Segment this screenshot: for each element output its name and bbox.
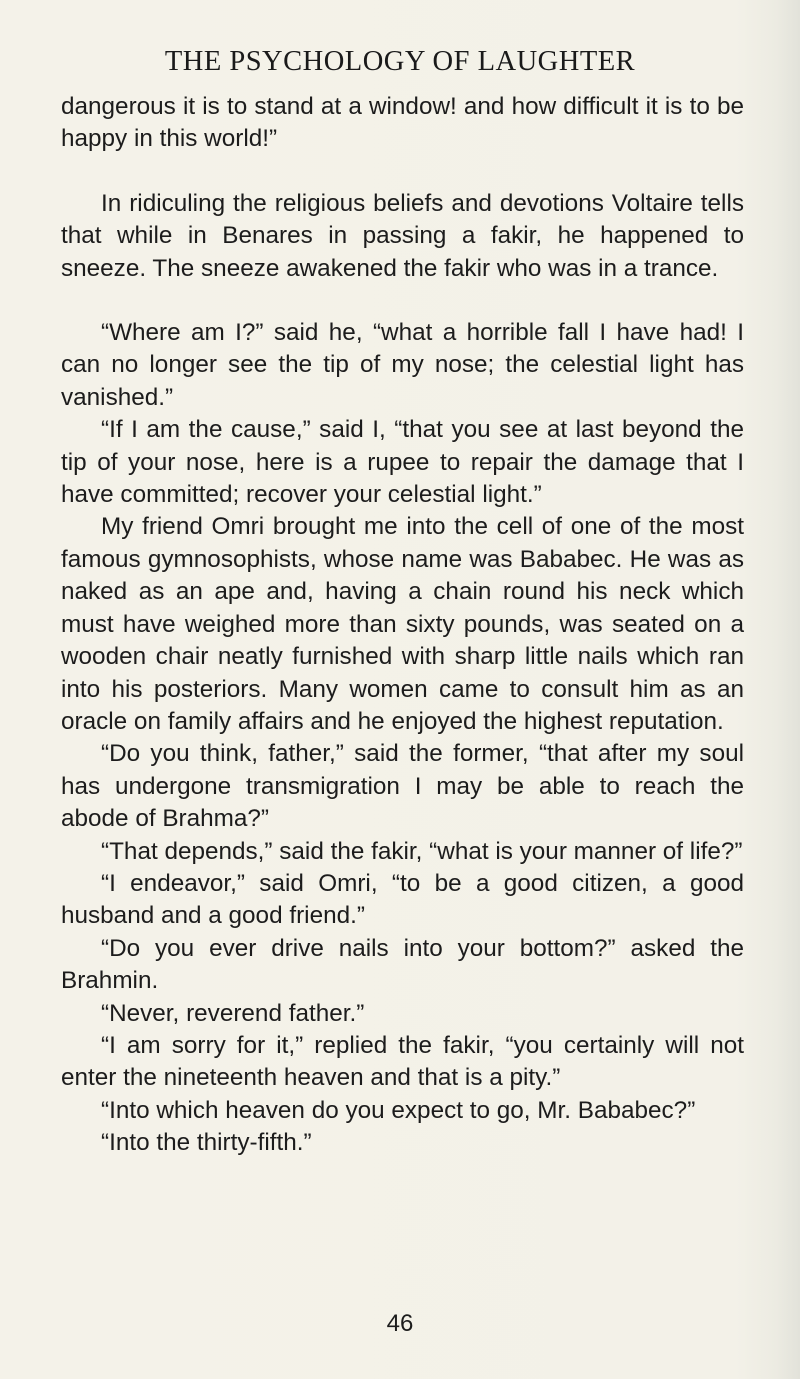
paragraph-fakir-speech: “Where am I?” said he, “what a horrible fall I have had! I can no longer see the tip of my nose; the celestial light has vanished.”: [61, 319, 744, 411]
paragraph-which-heaven: “Into which heaven do you expect to go, Mr. Bababec?”: [101, 1096, 696, 1124]
body-text: [61, 91, 744, 1160]
page-number: 46: [386, 1310, 414, 1337]
paragraph-fakir-depends: “That depends,” said the fakir, “what is your manner of life?”: [101, 837, 743, 865]
paragraph-fakir-sorry: “I am sorry for it,” replied the fakir, “you certainly will not enter the nineteenth heaven and that is a pity.”: [61, 1031, 744, 1092]
paragraph-omri-question: “Do you think, father,” said the former, “that after my soul has undergone transmigration I may be able to reach the abode of Brahma?”: [61, 740, 744, 833]
paragraph-never: “Never, reverend father.”: [101, 999, 365, 1027]
paragraph-brahmin-question: “Do you ever drive nails into your bottom?” asked the Brahmin.: [61, 934, 744, 995]
paragraph-omri-endeavor: “I endeavor,” said Omri, “to be a good citizen, a good husband and a good friend.”: [61, 869, 744, 930]
running-head: THE PSYCHOLOGY OF LAUGHTER: [164, 46, 636, 77]
paragraph-voltaire-intro: In ridiculing the religious beliefs and devotions Voltaire tells that while in Benares in passing a fakir, he happened to sneeze. The sneeze awakened the fakir who was in a trance.: [61, 189, 744, 282]
paragraph-omri-bababec: My friend Omri brought me into the cell of one of the most famous gymnosophists, whose name was Bababec. He was as naked as an ape and, having a chain round his neck which must have weighed more than sixty pounds, was seated on a wooden chair neatly furnished with sharp little nails which ran into his posteriors. Many women came to consult him as an oracle on family affairs and he enjoyed the highest reputation.: [61, 513, 744, 735]
paragraph-narrator-reply: “If I am the cause,” said I, “that you see at last beyond the tip of your nose, here is a rupee to repair the damage that I have committed; recover your celestial light.”: [61, 416, 744, 509]
paragraph-thirty-fifth: “Into the thirty-fifth.”: [101, 1129, 312, 1157]
paragraph-continuation: dangerous it is to stand at a window! and how difficult it is to be happy in this world!”: [61, 93, 744, 153]
